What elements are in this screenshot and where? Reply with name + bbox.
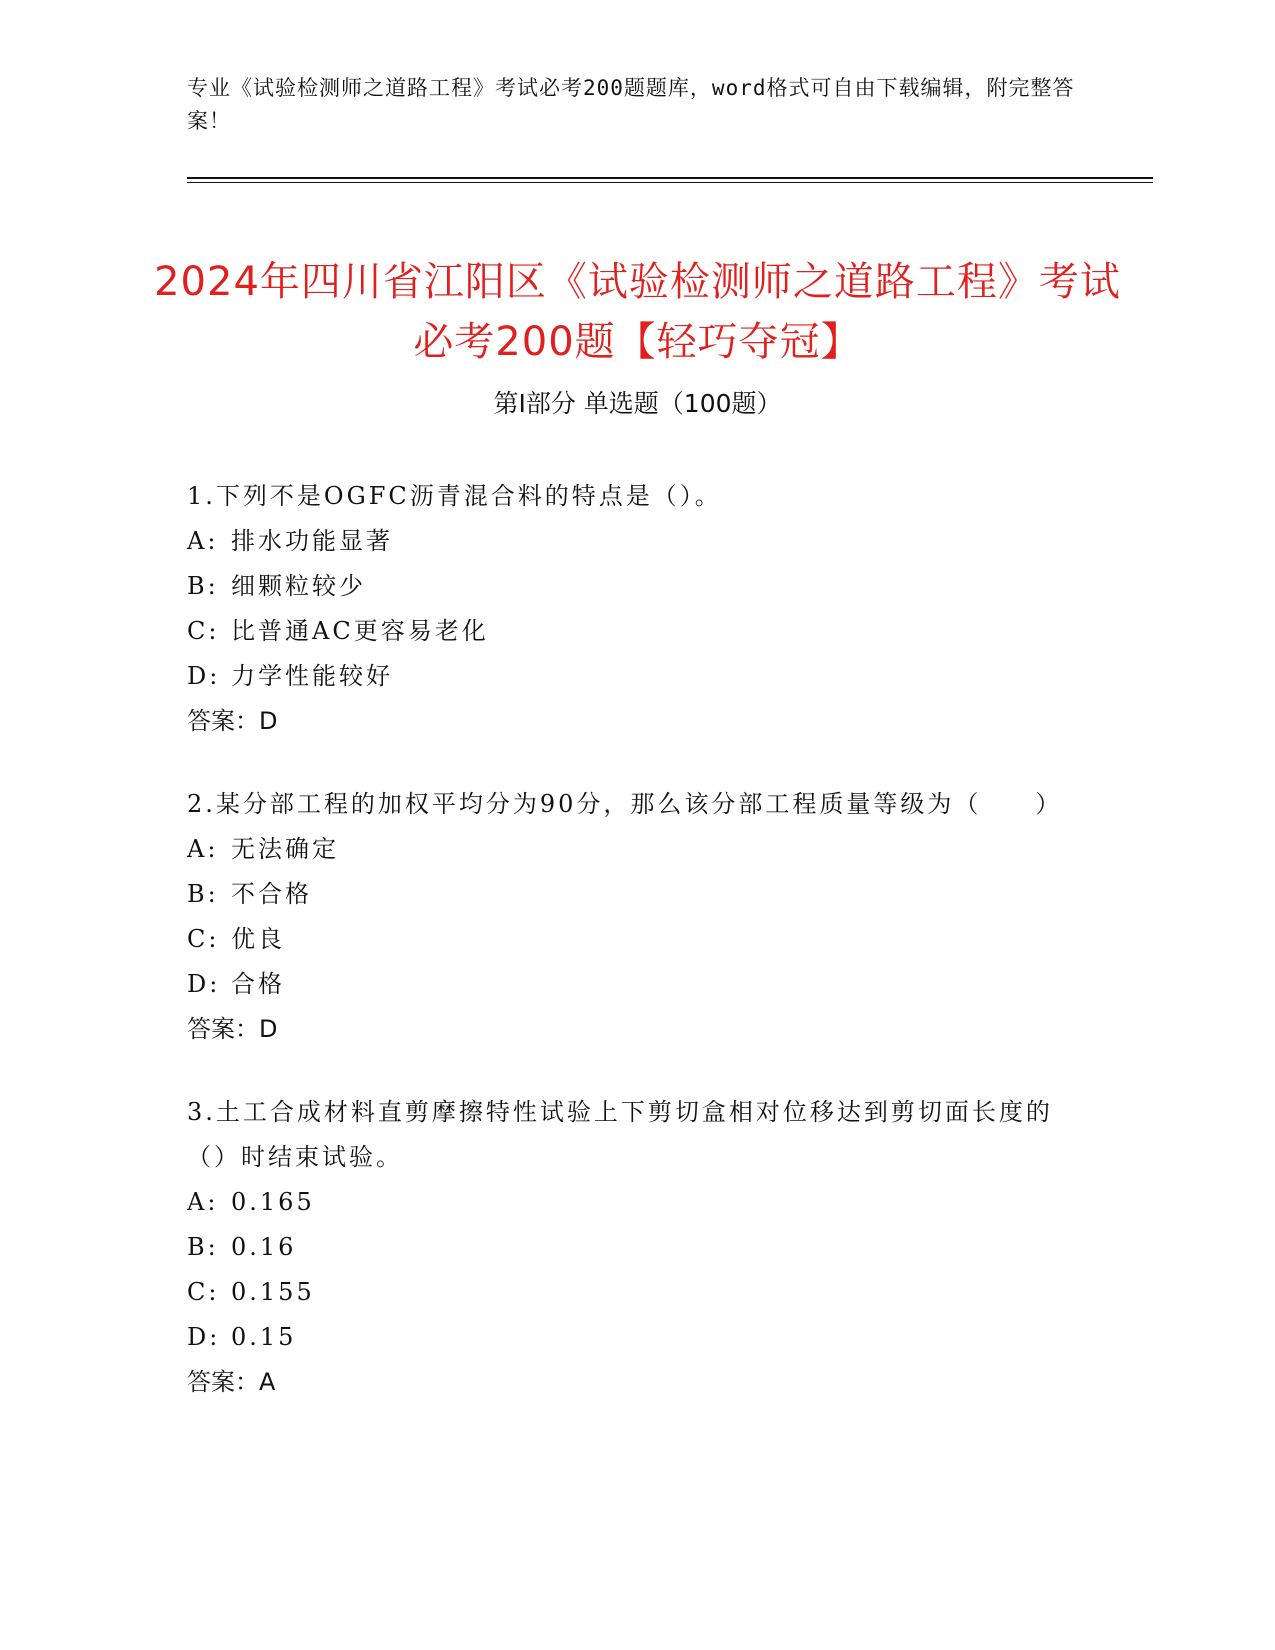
question-2	[187, 782, 1067, 1052]
option-key: A:	[187, 527, 219, 555]
answer-value: A	[259, 1368, 276, 1396]
option-d	[187, 1315, 1067, 1360]
option-text: 不合格	[231, 880, 312, 908]
option-text: 比普通AC更容易老化	[231, 617, 489, 645]
question-3	[187, 1090, 1067, 1405]
option-text: 0.155	[231, 1278, 315, 1306]
header-divider-thin	[187, 182, 1153, 183]
header-note: 专业《试验检测师之道路工程》考试必考200题题库，word格式可自由下载编辑，附完整答案！	[187, 76, 1075, 133]
question-list	[187, 474, 1067, 1443]
document-title: 2024年四川省江阳区《试验检测师之道路工程》考试必考200题【轻巧夺冠】	[154, 258, 1121, 365]
answer-line	[187, 699, 1067, 744]
option-b	[187, 872, 1067, 917]
option-a	[187, 519, 1067, 564]
answer-value: D	[259, 1015, 278, 1043]
option-key: C:	[187, 1278, 220, 1306]
option-key: C:	[187, 617, 220, 645]
answer-value: D	[259, 707, 278, 735]
option-text: 优良	[231, 925, 285, 953]
option-d	[187, 654, 1067, 699]
question-stem: 3.土工合成材料直剪摩擦特性试验上下剪切盒相对位移达到剪切面长度的（）时结束试验。	[187, 1098, 1053, 1171]
answer-label: 答案：	[187, 1015, 259, 1043]
question-stem: 1.下列不是OGFC沥青混合料的特点是（）。	[187, 482, 722, 510]
option-text: 细颗粒较少	[231, 572, 366, 600]
option-text: 0.15	[231, 1323, 297, 1351]
option-text: 0.16	[231, 1233, 297, 1261]
option-c	[187, 609, 1067, 654]
option-text: 力学性能较好	[231, 662, 393, 690]
question-1	[187, 474, 1067, 744]
option-key: B:	[187, 572, 219, 600]
question-stem: 2.某分部工程的加权平均分为90分，那么该分部工程质量等级为（ ）	[187, 790, 1063, 818]
option-key: D:	[187, 662, 221, 690]
answer-line	[187, 1007, 1067, 1052]
option-c	[187, 1270, 1067, 1315]
option-key: C:	[187, 925, 220, 953]
option-key: A:	[187, 835, 219, 863]
option-d	[187, 962, 1067, 1007]
option-key: D:	[187, 1323, 221, 1351]
option-text: 0.165	[231, 1188, 315, 1216]
option-key: B:	[187, 1233, 219, 1261]
option-a	[187, 1180, 1067, 1225]
option-key: D:	[187, 970, 221, 998]
option-key: A:	[187, 1188, 219, 1216]
header-divider-thick	[187, 177, 1153, 179]
option-key: B:	[187, 880, 219, 908]
answer-label: 答案：	[187, 707, 259, 735]
option-text: 排水功能显著	[231, 527, 393, 555]
option-b	[187, 1225, 1067, 1270]
answer-line	[187, 1360, 1067, 1405]
option-text: 合格	[231, 970, 285, 998]
answer-label: 答案：	[187, 1368, 259, 1396]
option-a	[187, 827, 1067, 872]
option-b	[187, 564, 1067, 609]
section-heading: 第I部分 单选题（100题）	[493, 389, 782, 418]
option-c	[187, 917, 1067, 962]
option-text: 无法确定	[231, 835, 339, 863]
